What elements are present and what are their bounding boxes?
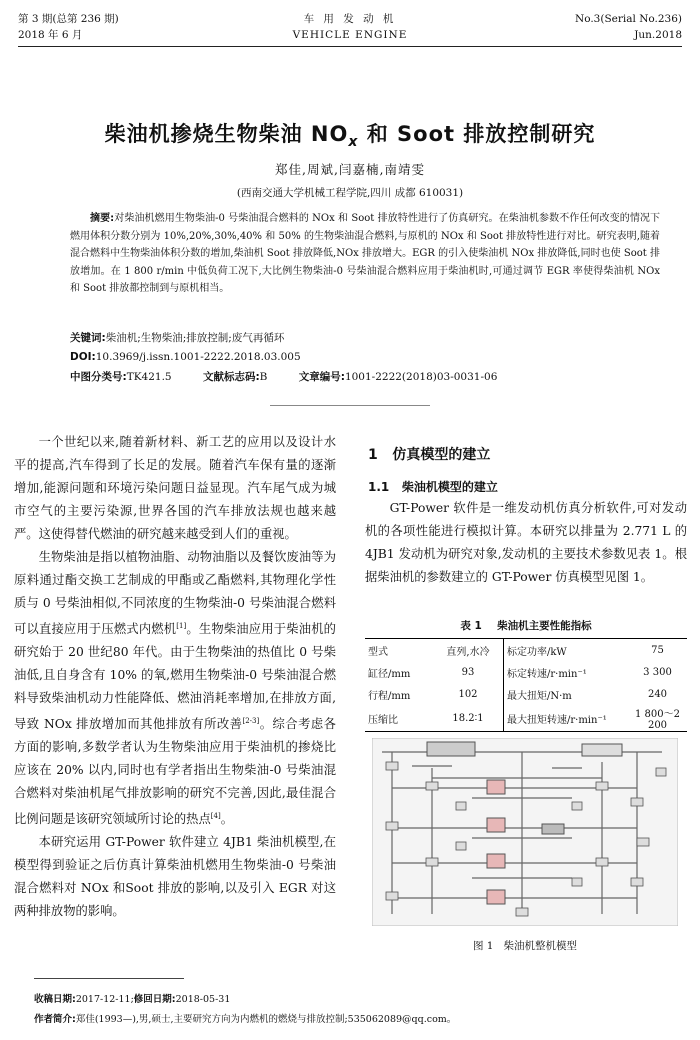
- introduction-text: [14, 431, 336, 923]
- figure-1-caption: 图 1 柴油机整机模型: [472, 940, 578, 952]
- cylinder-4-block: [487, 890, 505, 904]
- table-row: 缸径/mm 93 标定转速/r·min⁻¹ 3 300: [365, 661, 687, 683]
- classification-line: 中图分类号:TK421.5 文献标志码:B 文章编号:1001-2222(2018)03-0031-06: [70, 371, 498, 383]
- citation-1[interactable]: [1]: [176, 622, 187, 630]
- received-dates: 收稿日期:2017-12-11;修回日期:2018-05-31: [34, 994, 231, 1005]
- journal-name-en: VEHICLE ENGINE: [292, 29, 408, 41]
- intro-paragraph-1: 一个世纪以来,随着新材料、新工艺的应用以及设计水平的提高,汽车得到了长足的发展。随着汽车保有量的逐渐增加,能源问题和环境污染问题日益显现。汽车尾气成为城市空气的主要污染源,世界各国的汽车排放法规也越来越严。这使得替代燃油的研究越来越受到人们的重视。: [14, 435, 336, 541]
- crank-block: [542, 824, 564, 834]
- affiliation: (西南交通大学机械工程学院,四川 成都 610031): [236, 187, 464, 199]
- section-1-heading: 1 仿真模型的建立: [368, 447, 491, 463]
- authors: 郑佳,周斌,闫嘉楠,南靖雯: [275, 162, 425, 177]
- table-row: 型式 直列,水冷 标定功率/kW 75: [365, 639, 687, 662]
- cylinder-1-block: [487, 780, 505, 794]
- issue-date-en: Jun.2018: [634, 29, 682, 41]
- issue-number: 第 3 期(总第 236 期): [18, 13, 119, 25]
- section-1-1-text: GT-Power 软件是一维发动机仿真分析软件,可对发动机的各项性能进行模拟计算。本研究以排量为 2.771 L 的 4JB1 发动机为研究对象,发动机的主要技术参数见表 1。根据柴油机的参数建立的 GT-Power 仿真模型见图 1。: [365, 501, 687, 584]
- engine-model-figure: [372, 738, 678, 926]
- cylinder-2-block: [487, 818, 505, 832]
- doi: DOI:10.3969/j.issn.1001-2222.2018.03.005: [70, 351, 301, 363]
- journal-name-cn: 车 用 发 动 机: [303, 13, 397, 25]
- keywords: 关键词:柴油机;生物柴油;排放控制;废气再循环: [70, 332, 285, 344]
- footnote-rule: [34, 978, 184, 979]
- paper-title: 柴油机掺烧生物柴油 $NO_x$ 和 Soot 排放控制研究: [104, 122, 596, 151]
- header-rule: [18, 46, 682, 47]
- table-row: 压缩比 18.2∶1 最大扭矩转速/r·min⁻¹ 1 800～2 200: [365, 705, 687, 732]
- engine-spec-table: [365, 638, 687, 732]
- abstract-divider: [270, 405, 430, 406]
- boundary-block: [427, 742, 475, 756]
- cylinder-3-block: [487, 854, 505, 868]
- table-row: 行程/mm 102 最大扭矩/N·m 240: [365, 683, 687, 705]
- serial-number: No.3(Serial No.236): [575, 13, 682, 25]
- author-bio: 作者简介:郑佳(1993—),男,硕士,主要研究方向为内燃机的燃烧与排放控制;535062089@qq.com。: [34, 1014, 457, 1025]
- section-1-1-heading: 1.1 柴油机模型的建立: [368, 480, 498, 494]
- issue-date: 2018 年 6 月: [18, 29, 83, 41]
- intro-paragraph-3: 本研究运用 GT-Power 软件建立 4JB1 柴油机模型,在模型得到验证之后仿真计算柴油机燃用生物柴油-0 号柴油混合燃料对 NOx 和Soot 排放的影响,以及引入 EGR 对这两种排放物的影响。: [14, 835, 336, 919]
- table-1-caption: 表 1 柴油机主要性能指标: [460, 620, 592, 632]
- abstract: 摘要:对柴油机燃用生物柴油-0 号柴油混合燃料的 NOx 和 Soot 排放特性进行了仿真研究。在柴油机参数不作任何改变的情况下燃用体积分数分别为 10%,20%,30%,40% 和 50% 的生物柴油混合燃料,与原机的 NOx 和 Soot 排放特性进行对比。研究表明,随着混合燃料中生物柴油体积分数的增加,柴油机 Soot 排放降低,NOx 排放增大。EGR 的引入使柴油机 NOx 排放降低,同时也使 Soot 排放增加。在 1 800 r/min 中低负荷工况下,大比例生物柴油-0 号柴油混合燃料应用于柴油机时,可通过调节 EGR 率使得柴油机 NOx 和 Soot 排放都控制到与原机相当。: [70, 213, 660, 294]
- citation-2-3[interactable]: [2-3]: [242, 717, 260, 726]
- citation-4[interactable]: [4]: [210, 812, 221, 821]
- intro-paragraph-2: 生物柴油是指以植物油脂、动物油脂以及餐饮废油等为原料通过酯交换工艺制成的甲酯或乙酯燃料,其物理化学性质与 0 号柴油相似,不同浓度的生物柴油-0 号柴油混合燃料可以直接应用于压燃式内燃机[1]。生物柴油应用于柴油机的研究始于 20 世纪80 年代。由于生物柴油的热值比 0 号柴油低,且自身含有 10% 的氧,燃用生物柴油-0 号柴油混合燃料导致柴油机动力性能降低、燃油消耗率增加,在排放方面,导致 NOx 排放增加而其他排放有所改善[2-3]。综合考虑各方面的影响,多数学者认为生物柴油应用于柴油机的掺烧比应该在 20% 以内,同时也有学者指出生物柴油-0 号柴油混合燃料对柴油机尾气排放影响的研究不完善,因此,最佳混合比例问题是该研究领域所讨论的热点[4]。: [14, 550, 336, 827]
- ambient-block: [582, 744, 622, 756]
